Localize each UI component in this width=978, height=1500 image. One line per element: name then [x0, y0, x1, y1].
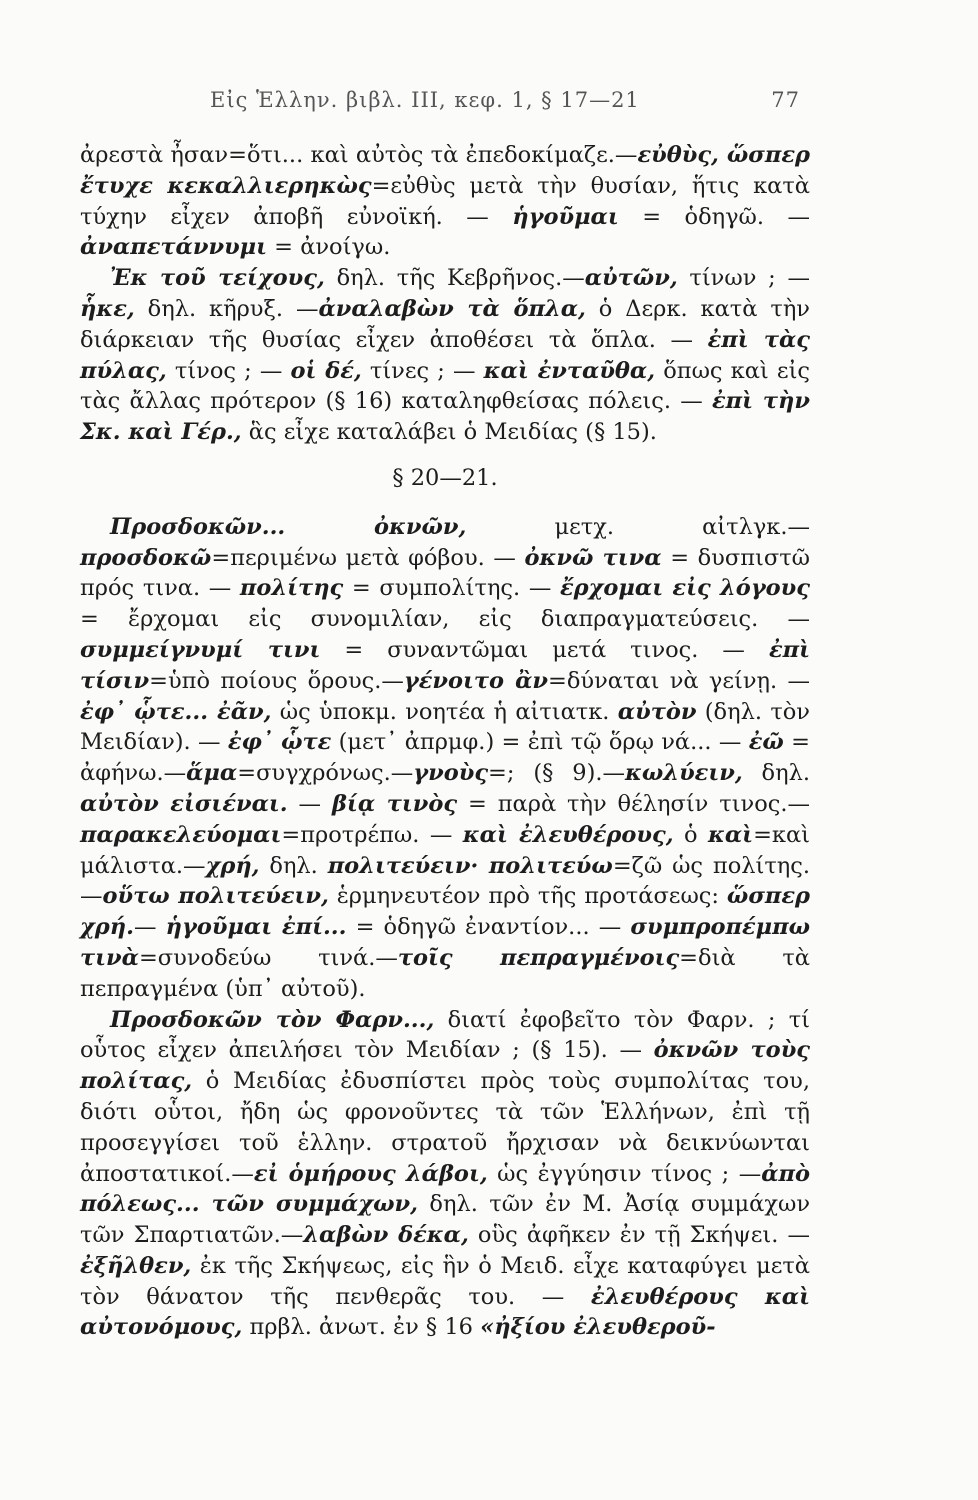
paragraph-1: ἀρεστὰ ἦσαν=ὅτι... καὶ αὐτὸς τὰ ἐπεδοκίμαζε.—εὐθὺς, ὥσπερ ἔτυχε κεκαλλιερηκὼς=εὐθὺς μετὰ τὴν θυσίαν, ἥτις κατὰ τύχην εἶχεν ἀποβῆ εὐνοϊκή. — ἡγοῦμαι = ὁδηγῶ. — ἀναπετάννυμι = ἀνοίγω. [80, 142, 811, 261]
page-body [80, 140, 810, 1343]
paragraph-3: Προσδοκῶν... ὀκνῶν, μετχ. αἰτλγκ.—προσδοκῶ=περιμένω μετὰ φόβου. — ὀκνῶ τινα = δυσπιστῶ πρός τινα. — πολίτης = συμπολίτης. — ἔρχομαι εἰς λόγους = ἔρχομαι εἰς συνομιλίαν, εἰς διαπραγματεύσεις. — συμμείγνυμί τινι = συναντῶμαι μετά τινος. — ἐπὶ τίσιν=ὑπὸ ποίους ὅρους.—γένοιτο ἂν=δύναται νὰ γείνῃ. — ἐφ᾿ ᾧτε... ἐᾶν, ὡς ὑποκμ. νοητέα ἡ αἰτιατκ. αὐτὸν (δηλ. τὸν Μειδίαν). — ἐφ᾿ ᾧτε (μετ᾿ ἀπρμφ.) = ἐπὶ τῷ ὅρῳ νά... — ἐῶ = ἀφήνω.—ἅμα=συγχρόνως.—γνοὺς=; (§ 9).—κωλύειν, δηλ. αὐτὸν εἰσιέναι. — βίᾳ τινὸς = παρὰ τὴν θέλησίν τινος.—παρακελεύομαι=προτρέπω. — καὶ ἐλευθέρους, ὁ καὶ=καὶ μάλιστα.—χρή, δηλ. πολιτεύειν· πολιτεύω=ζῶ ὡς πολίτης.—οὕτω πολιτεύειν, ἑρμηνευτέον πρὸ τῆς προτάσεως: ὥσπερ χρή.— ἡγοῦμαι ἐπί... = ὁδηγῶ ἐναντίον... — συμπροπέμπω τινὰ=συνοδεύω τινά.—τοῖς πεπραγμένοις=διὰ τὰ πεπραγμένα (ὑπ᾿ αὐτοῦ). [80, 513, 811, 1002]
page-number: 77 [771, 88, 800, 112]
paragraph-2: Ἐκ τοῦ τείχους, δηλ. τῆς Κεβρῆνος.—αὐτῶν, τίνων ; —ἧκε, δηλ. κῆρυξ. —ἀναλαβὼν τὰ ὅπλα, ὁ Δερκ. κατὰ τὴν διάρκειαν τῆς θυσίας εἶχεν ἀποθέσει τὰ ὅπλα. — ἐπὶ τὰς πύλας, τίνος ; — οἱ δέ, τίνες ; — καὶ ἐνταῦθα, ὅπως καὶ εἰς τὰς ἄλλας πρότερον (§ 16) καταληφθείσας πόλεις. — ἐπὶ τὴν Σκ. καὶ Γέρ., ἃς εἶχε καταλάβει ὁ Μειδίας (§ 15). [80, 265, 811, 446]
paragraph-4: Προσδοκῶν τὸν Φαρν..., διατί ἐφοβεῖτο τὸν Φαρν. ; τί οὗτος εἶχεν ἀπειλήσει τὸν Μειδίαν ; (§ 15). — ὀκνῶν τοὺς πολίτας, ὁ Μειδίας ἐδυσπίστει πρὸς τοὺς συμπολίτας του, διότι οὗτοι, ἤδη ὡς φρονοῦντες τὰ τῶν Ἑλλήνων, ἐπὶ τῇ προσεγγίσει τοῦ ἑλλην. στρατοῦ ἤρχισαν νὰ δεικνύωνται ἀποστατικοί.—εἰ ὁμήρους λάβοι, ὡς ἐγγύησιν τίνος ; —ἀπὸ πόλεως... τῶν συμμάχων, δηλ. τῶν ἐν Μ. Ἀσίᾳ συμμάχων τῶν Σπαρτιατῶν.—λαβὼν δέκα, οὓς ἀφῆκεν ἐν τῇ Σκήψει. — ἐξῆλθεν, ἐκ τῆς Σκήψεως, εἰς ἣν ὁ Μειδ. εἶχε καταφύγει μετὰ τὸν θάνατον τῆς πενθερᾶς του. — ἐλευθέρους καὶ αὐτονόμους, πρβλ. ἀνωτ. ἐν § 16 «ἠξίου ἐλευθεροῦ- [80, 1006, 811, 1341]
section-heading: § 20—21. [392, 464, 498, 491]
header-title: Εἰς Ἑλλην. βιβλ. III, κεφ. 1, § 17—21 [210, 88, 640, 112]
